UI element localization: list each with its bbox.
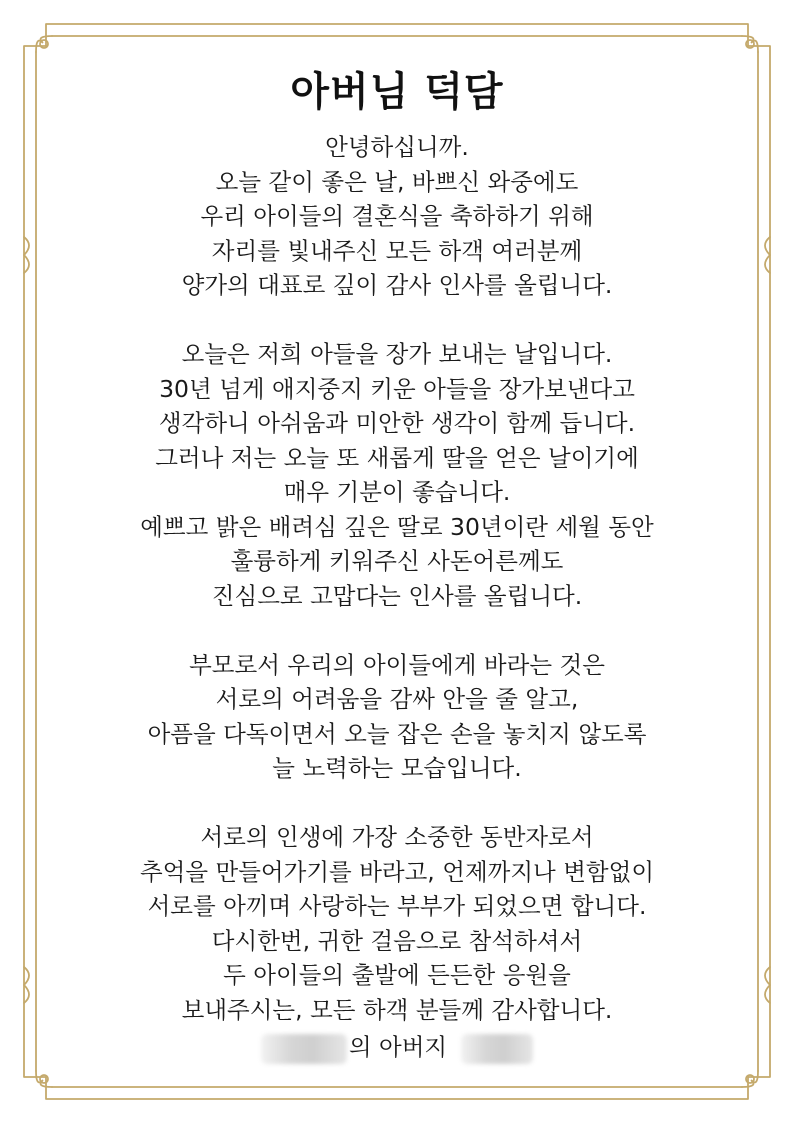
text-line: 다시한번, 귀한 걸음으로 참석하셔서 [211,926,583,955]
text-line: 부모로서 우리의 아이들에게 바라는 것은 [189,650,605,679]
text-line: 예쁘고 밝은 배려심 깊은 딸로 30년이란 세월 동안 [140,512,654,541]
text-line: 오늘 같이 좋은 날, 바쁘신 와중에도 [215,167,579,196]
redacted-groom-name [261,1034,347,1064]
text-line: 서로의 인생에 가장 소중한 동반자로서 [200,823,594,851]
text-line: 안녕하십니까. [325,133,469,161]
speech-body [60,130,734,1027]
paragraph-son-wedding [60,337,734,613]
text-line: 늘 노력하는 모습입니다. [272,754,522,782]
text-line: 생각하니 아쉬움과 미안한 생각이 함께 듭니다. [158,409,636,437]
paragraph-closing [60,820,734,1027]
text-line: 서로의 어려움을 감싸 안을 줄 알고, [215,685,579,713]
document-title: 아버님 덕담 [290,69,504,115]
text-line: 자리를 빛내주신 모든 하객 여러분께 [211,236,583,265]
text-line: 양가의 대표로 깊이 감사 인사를 올립니다. [181,271,613,299]
text-line: 30년 넘게 애지중지 키운 아들을 장가보낸다고 [159,374,635,403]
text-line: 매우 기분이 좋습니다. [283,478,511,506]
redacted-father-name [461,1034,533,1064]
text-line: 두 아이들의 출발에 든든한 응원을 [223,961,571,989]
text-line: 오늘은 저희 아들을 장가 보내는 날입니다. [181,340,613,368]
text-line: 진심으로 고맙다는 인사를 올립니다. [211,581,583,610]
text-line: 그러나 저는 오늘 또 새롭게 딸을 얻은 날이기에 [155,443,639,472]
text-line: 아픔을 다독이면서 오늘 잡은 손을 놓치지 않도록 [147,719,647,748]
text-line: 서로를 아끼며 사랑하는 부부가 되었으면 합니다. [147,892,647,920]
paragraph-parents-wish [60,648,734,786]
signature-text: 의 아버지 [348,1033,448,1061]
text-line: 추억을 만들어가기를 바라고, 언제까지나 변함없이 [139,857,655,886]
text-line: 보내주시는, 모든 하객 분들께 감사합니다. [181,995,613,1024]
text-line: 훌륭하게 키워주신 사돈어른께도 [230,547,564,575]
text-line: 우리 아이들의 결혼식을 축하하기 위해 [200,202,594,230]
paragraph-greeting [60,130,734,303]
signature-line [0,1030,794,1064]
